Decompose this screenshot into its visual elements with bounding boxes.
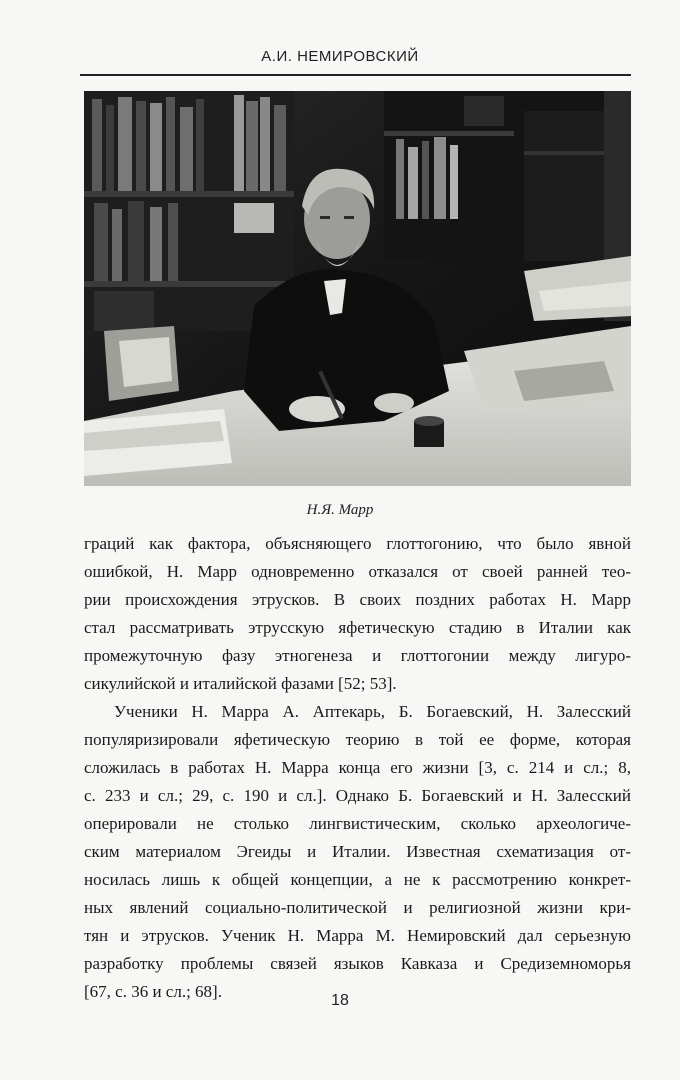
desk-inkwell bbox=[414, 416, 444, 447]
text-line: популяризировали яфетическую теорию в той ее форме, которая bbox=[84, 730, 631, 749]
text-line: [67, с. 36 и сл.; 68]. bbox=[84, 982, 222, 1001]
text-line: ским материалом Эгеиды и Италии. Известная схематизация от- bbox=[84, 842, 631, 861]
text-line: оперировали не столько лингвистическим, сколько археологиче- bbox=[84, 814, 631, 833]
text-line: сикулийской и италийской фазами [52; 53]. bbox=[84, 674, 397, 693]
running-head-title: А.И. НЕМИРОВСКИЙ bbox=[261, 48, 419, 65]
text-line: с. 233 и сл.; 29, с. 190 и сл.]. Однако Б. Богаевский и Н. Залесский bbox=[84, 786, 631, 805]
portrait-photo bbox=[84, 91, 631, 486]
figure-caption: Н.Я. Марр bbox=[306, 502, 374, 518]
page-number: 18 bbox=[331, 992, 349, 1009]
text-line: сложилась в работах Н. Марра конца его жизни [3, с. 214 и сл.; 8, bbox=[84, 758, 631, 777]
text-line: тян и этрусков. Ученик Н. Марра М. Немировский дал серьезную bbox=[84, 926, 631, 945]
text-line: рии происхождения этрусков. В своих поздних работах Н. Марр bbox=[84, 590, 631, 609]
text-line: ошибкой, Н. Марр одновременно отказался от своей ранней тео- bbox=[84, 562, 631, 581]
text-line: стал рассматривать этрусскую яфетическую стадию в Италии как bbox=[84, 618, 631, 637]
portrait-photo-drawing bbox=[84, 91, 631, 486]
text-line: Ученики Н. Марра А. Аптекарь, Б. Богаевский, Н. Залесский bbox=[114, 702, 631, 721]
paragraph-1 bbox=[84, 530, 631, 698]
text-line: ных явлений социально-политической и религиозной жизни кри- bbox=[84, 898, 631, 917]
header-rule bbox=[80, 74, 631, 76]
text-line: разработку проблемы связей языков Кавказа и Средиземноморья bbox=[84, 954, 631, 973]
text-line: граций как фактора, объясняющего глоттогонию, что было явной bbox=[84, 534, 631, 553]
text-line: носилась лишь к общей концепции, а не к рассмотрению конкрет- bbox=[84, 870, 631, 889]
bookshelf-left bbox=[84, 91, 294, 331]
body-text bbox=[84, 530, 631, 1006]
paragraph-2 bbox=[84, 698, 631, 1006]
text-line: промежуточную фазу этногенеза и глоттогонии между лигуро- bbox=[84, 646, 631, 665]
